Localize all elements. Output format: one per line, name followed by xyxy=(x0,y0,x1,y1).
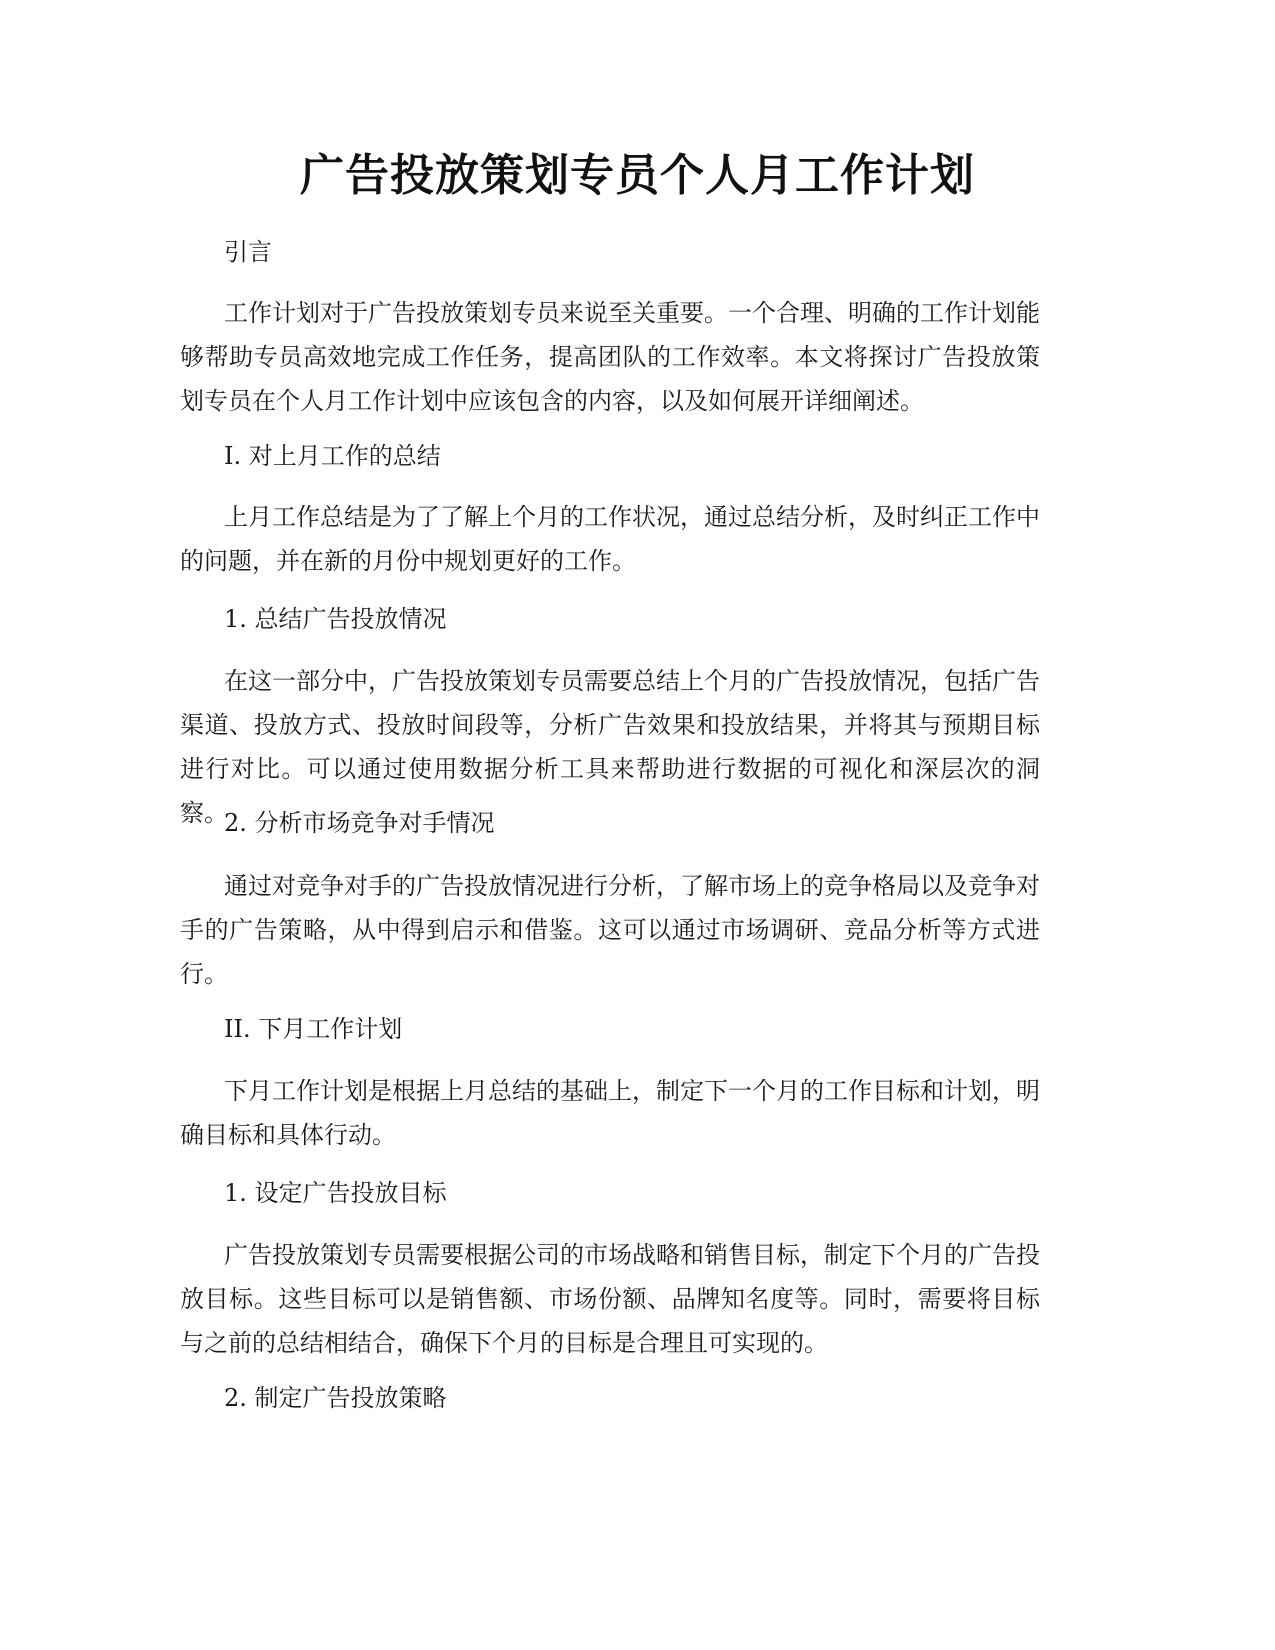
paragraph-next-month-plan: 下月工作计划是根据上月总结的基础上，制定下一个月的工作目标和计划，明确目标和具体行动。 xyxy=(180,1077,1040,1149)
paragraph-last-month-summary: 上月工作总结是为了了解上个月的工作状况，通过总结分析，及时纠正工作中的问题，并在新的月份中规划更好的工作。 xyxy=(180,503,1040,575)
paragraph-intro: 工作计划对于广告投放策划专员来说至关重要。一个合理、明确的工作计划能够帮助专员高效地完成工作任务，提高团队的工作效率。本文将探讨广告投放策划专员在个人月工作计划中应该包含的内容，以及如何展开详细阐述。 xyxy=(180,299,1040,415)
subsection-heading-set-goals: 1. 设定广告投放目标 xyxy=(224,1179,447,1207)
section-heading-next-month-plan: II. 下月工作计划 xyxy=(224,1015,403,1043)
document-title: 广告投放策划专员个人月工作计划 xyxy=(300,150,975,201)
subsection-heading-competitor-analysis: 2. 分析市场竞争对手情况 xyxy=(224,809,495,837)
paragraph-competitor-analysis: 通过对竞争对手的广告投放情况进行分析，了解市场上的竞争格局以及竞争对手的广告策略，从中得到启示和借鉴。这可以通过市场调研、竞品分析等方式进行。 xyxy=(180,872,1040,988)
subsection-heading-strategy: 2. 制定广告投放策略 xyxy=(224,1384,447,1412)
paragraph-set-goals: 广告投放策划专员需要根据公司的市场战略和销售目标，制定下个月的广告投放目标。这些目标可以是销售额、市场份额、品牌知名度等。同时，需要将目标与之前的总结相结合，确保下个月的目标是合理且可实现的。 xyxy=(180,1241,1040,1357)
section-heading-last-month-summary: I. 对上月工作的总结 xyxy=(224,442,441,470)
subsection-heading-ad-summary: 1. 总结广告投放情况 xyxy=(224,605,447,633)
paragraph-ad-summary: 在这一部分中，广告投放策划专员需要总结上个月的广告投放情况，包括广告渠道、投放方式、投放时间段等，分析广告效果和投放结果，并将其与预期目标进行对比。可以通过使用数据分析工具来帮助进行数据的可视化和深层次的洞察。 xyxy=(180,667,1040,827)
section-heading-intro: 引言 xyxy=(224,238,272,266)
